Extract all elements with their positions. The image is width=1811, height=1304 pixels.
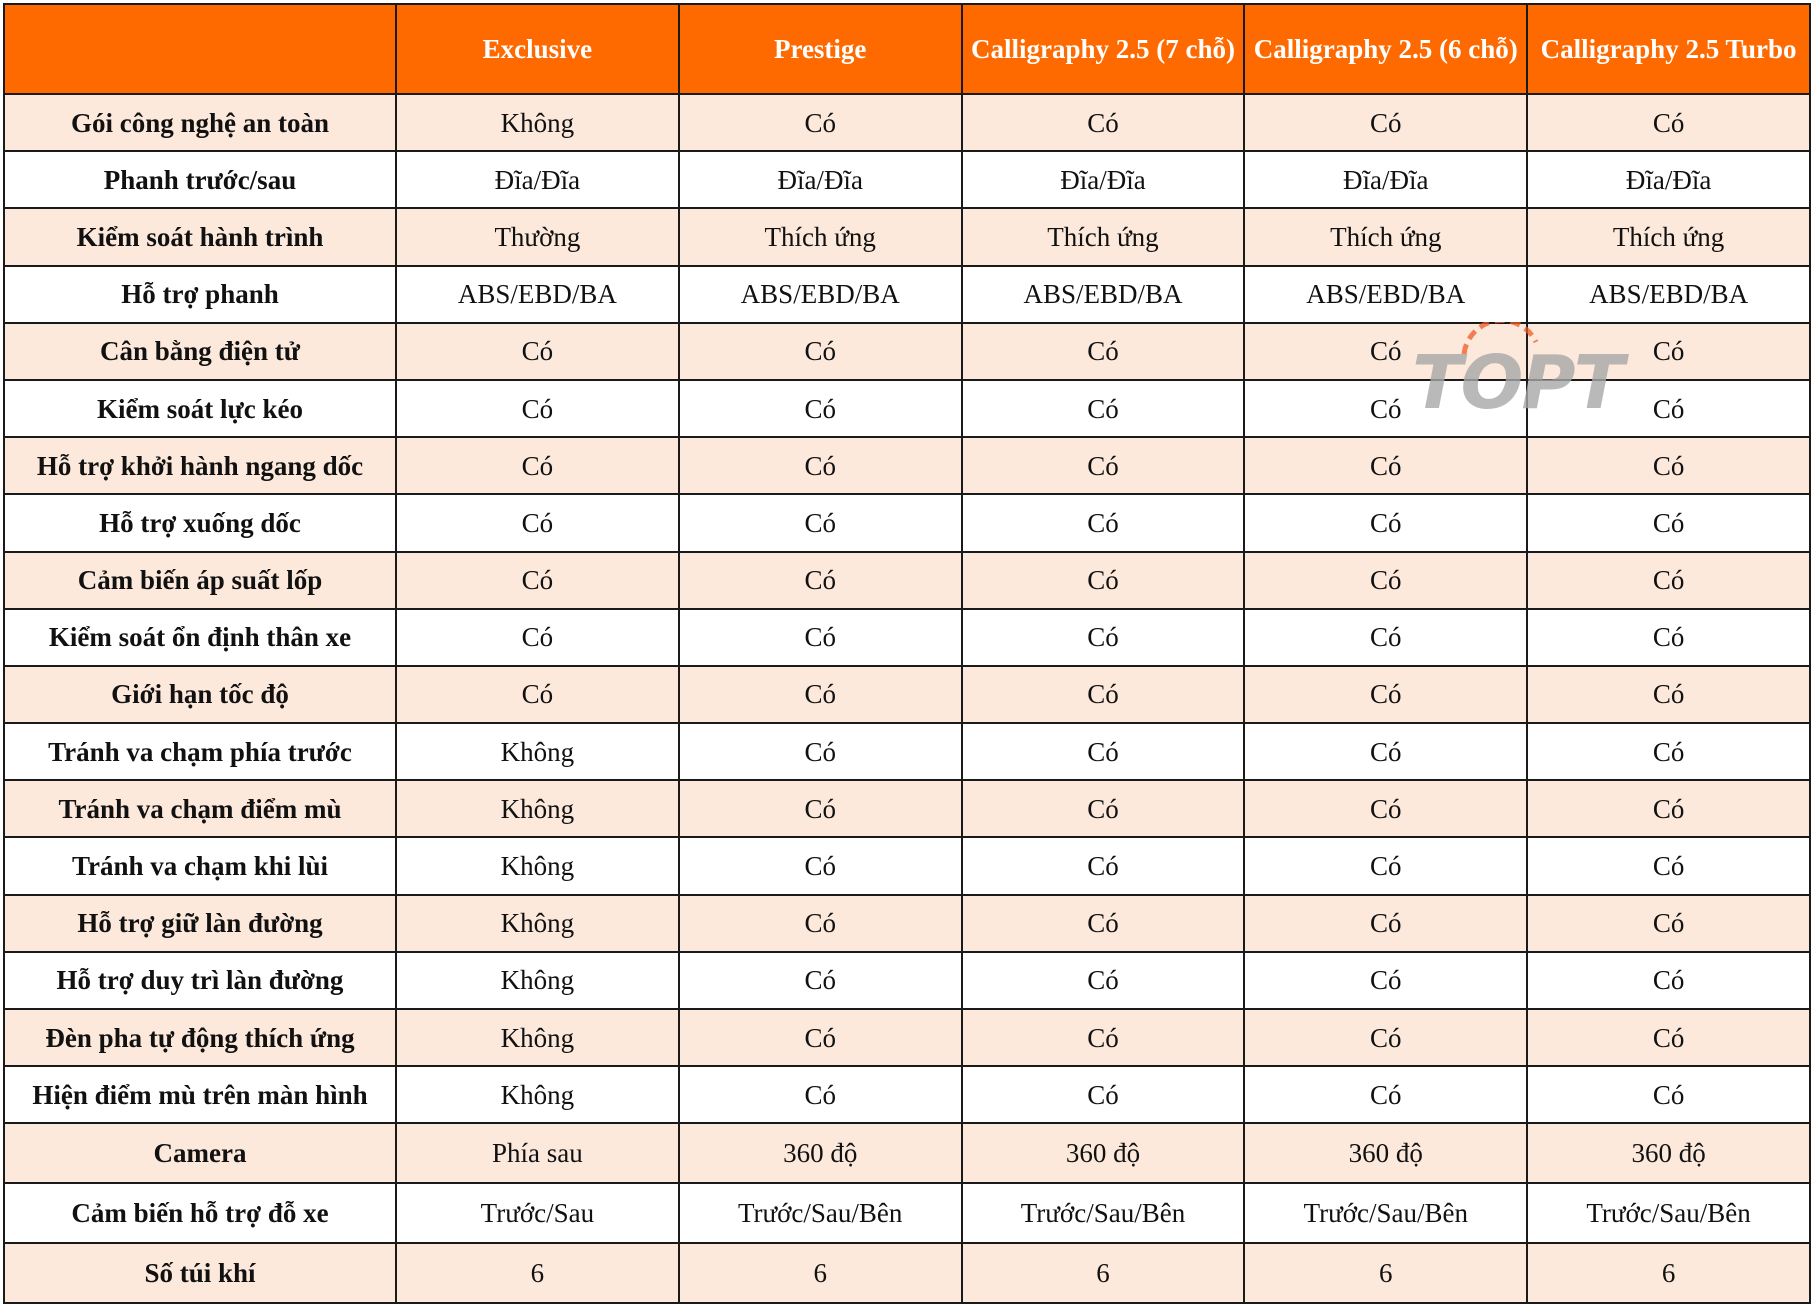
table-cell: 6: [1244, 1243, 1527, 1303]
table-cell: Có: [396, 494, 679, 551]
table-cell: Đĩa/Đĩa: [679, 151, 962, 208]
table-cell: 6: [962, 1243, 1245, 1303]
table-cell: Trước/Sau/Bên: [962, 1183, 1245, 1243]
table-row: [4, 380, 1810, 437]
table-row: [4, 151, 1810, 208]
table-cell: ABS/EBD/BA: [396, 266, 679, 323]
row-label: Tránh va chạm khi lùi: [4, 837, 396, 894]
table-cell: Có: [1244, 952, 1527, 1009]
table-cell: Có: [1244, 1009, 1527, 1066]
table-cell: Đĩa/Đĩa: [1527, 151, 1810, 208]
table-cell: Có: [1527, 780, 1810, 837]
table-cell: Không: [396, 723, 679, 780]
table-cell: Có: [679, 437, 962, 494]
row-label: Đèn pha tự động thích ứng: [4, 1009, 396, 1066]
table-cell: 6: [679, 1243, 962, 1303]
table-cell: 6: [396, 1243, 679, 1303]
table-cell: Có: [1244, 552, 1527, 609]
table-cell: Có: [1244, 380, 1527, 437]
table-cell: Có: [962, 895, 1245, 952]
table-cell: Trước/Sau/Bên: [1527, 1183, 1810, 1243]
table-cell: Thích ứng: [1244, 208, 1527, 265]
table-cell: Có: [1527, 952, 1810, 1009]
table-cell: Có: [679, 666, 962, 723]
table-cell: Không: [396, 780, 679, 837]
row-label: Hiện điểm mù trên màn hình: [4, 1066, 396, 1123]
table-row: [4, 94, 1810, 151]
table-cell: 360 độ: [962, 1123, 1245, 1183]
table-cell: 360 độ: [1527, 1123, 1810, 1183]
table-row: [4, 494, 1810, 551]
table-cell: Có: [396, 437, 679, 494]
table-cell: Phía sau: [396, 1123, 679, 1183]
table-cell: ABS/EBD/BA: [1244, 266, 1527, 323]
table-cell: Có: [1527, 666, 1810, 723]
table-cell: ABS/EBD/BA: [679, 266, 962, 323]
row-label: Tránh va chạm điểm mù: [4, 780, 396, 837]
table-cell: Có: [679, 895, 962, 952]
table-cell: Có: [962, 323, 1245, 380]
row-label: Hỗ trợ duy trì làn đường: [4, 952, 396, 1009]
table-cell: Có: [679, 552, 962, 609]
table-cell: Có: [679, 380, 962, 437]
row-label: Kiểm soát hành trình: [4, 208, 396, 265]
table-cell: Không: [396, 1066, 679, 1123]
row-label: Kiểm soát lực kéo: [4, 380, 396, 437]
table-body: [4, 94, 1810, 1303]
table-cell: Có: [396, 323, 679, 380]
table-cell: 360 độ: [1244, 1123, 1527, 1183]
header-corner-cell: [4, 4, 396, 94]
table-cell: Có: [396, 666, 679, 723]
row-label: Giới hạn tốc độ: [4, 666, 396, 723]
table-cell: ABS/EBD/BA: [1527, 266, 1810, 323]
row-label: Phanh trước/sau: [4, 151, 396, 208]
table-row: [4, 208, 1810, 265]
table-cell: Có: [679, 1066, 962, 1123]
row-label: Hỗ trợ khởi hành ngang dốc: [4, 437, 396, 494]
table-cell: Có: [1527, 94, 1810, 151]
spec-comparison-table: [3, 3, 1811, 1304]
table-cell: Có: [1527, 552, 1810, 609]
table-cell: Có: [1244, 1066, 1527, 1123]
table-row: [4, 1009, 1810, 1066]
table-row: [4, 1243, 1810, 1303]
table-cell: Trước/Sau: [396, 1183, 679, 1243]
table-row: [4, 609, 1810, 666]
table-cell: Có: [1244, 323, 1527, 380]
watermark-text: TOPT: [1412, 340, 1623, 422]
table-cell: Có: [1244, 895, 1527, 952]
table-cell: Có: [962, 94, 1245, 151]
row-label: Kiểm soát ổn định thân xe: [4, 609, 396, 666]
column-header-4: Calligraphy 2.5 (6 chỗ): [1244, 4, 1527, 94]
table-cell: Có: [962, 609, 1245, 666]
table-cell: Có: [962, 1009, 1245, 1066]
row-label: Tránh va chạm phía trước: [4, 723, 396, 780]
table-row: [4, 895, 1810, 952]
table-cell: Có: [679, 837, 962, 894]
table-cell: Có: [679, 94, 962, 151]
table-cell: Đĩa/Đĩa: [962, 151, 1245, 208]
column-header-5: Calligraphy 2.5 Turbo: [1527, 4, 1810, 94]
table-cell: 360 độ: [679, 1123, 962, 1183]
row-label: Cảm biến áp suất lốp: [4, 552, 396, 609]
table-cell: Có: [679, 952, 962, 1009]
table-cell: Không: [396, 94, 679, 151]
table-cell: Không: [396, 837, 679, 894]
table-cell: Không: [396, 952, 679, 1009]
table-cell: Có: [396, 552, 679, 609]
table-cell: Có: [679, 494, 962, 551]
table-row: [4, 837, 1810, 894]
table-cell: Có: [1244, 494, 1527, 551]
table-cell: Có: [1244, 94, 1527, 151]
table-cell: Thích ứng: [1527, 208, 1810, 265]
table-cell: Có: [962, 666, 1245, 723]
row-label: Hỗ trợ phanh: [4, 266, 396, 323]
table-cell: Có: [679, 723, 962, 780]
table-cell: Có: [962, 380, 1245, 437]
table-cell: Có: [1244, 837, 1527, 894]
table-cell: Thích ứng: [962, 208, 1245, 265]
table-cell: 6: [1527, 1243, 1810, 1303]
table-cell: Có: [1244, 609, 1527, 666]
table-row: [4, 723, 1810, 780]
table-cell: Có: [962, 494, 1245, 551]
table-row: [4, 1183, 1810, 1243]
table-cell: Có: [1527, 1009, 1810, 1066]
table-cell: Có: [1527, 609, 1810, 666]
row-label: Số túi khí: [4, 1243, 396, 1303]
table-cell: Có: [962, 780, 1245, 837]
table-cell: Có: [679, 780, 962, 837]
table-cell: Có: [1527, 494, 1810, 551]
table-row: [4, 437, 1810, 494]
column-header-3: Calligraphy 2.5 (7 chỗ): [962, 4, 1245, 94]
table-cell: Trước/Sau/Bên: [1244, 1183, 1527, 1243]
table-row: [4, 780, 1810, 837]
table-cell: Có: [962, 552, 1245, 609]
table-cell: Có: [1527, 837, 1810, 894]
row-label: Gói công nghệ an toàn: [4, 94, 396, 151]
table-row: [4, 323, 1810, 380]
table-cell: Đĩa/Đĩa: [396, 151, 679, 208]
row-label: Cân bằng điện tử: [4, 323, 396, 380]
row-label: Cảm biến hỗ trợ đỗ xe: [4, 1183, 396, 1243]
column-header-2: Prestige: [679, 4, 962, 94]
column-header-1: Exclusive: [396, 4, 679, 94]
row-label: Hỗ trợ giữ làn đường: [4, 895, 396, 952]
table-cell: ABS/EBD/BA: [962, 266, 1245, 323]
table-cell: Có: [679, 609, 962, 666]
table-row: [4, 1123, 1810, 1183]
table-cell: Có: [1527, 723, 1810, 780]
table-row: [4, 1066, 1810, 1123]
table-cell: Có: [1527, 437, 1810, 494]
table-cell: Có: [1244, 437, 1527, 494]
table-cell: Có: [1527, 1066, 1810, 1123]
table-cell: Có: [1244, 780, 1527, 837]
table-cell: Có: [962, 837, 1245, 894]
table-cell: Không: [396, 895, 679, 952]
table-row: [4, 666, 1810, 723]
table-cell: Không: [396, 1009, 679, 1066]
table-cell: Đĩa/Đĩa: [1244, 151, 1527, 208]
table-cell: Có: [1527, 895, 1810, 952]
table-cell: Có: [679, 1009, 962, 1066]
table-cell: Thích ứng: [679, 208, 962, 265]
table-row: [4, 552, 1810, 609]
row-label: Hỗ trợ xuống dốc: [4, 494, 396, 551]
table-cell: Có: [1244, 723, 1527, 780]
table-cell: Có: [962, 437, 1245, 494]
table-cell: Có: [396, 609, 679, 666]
table-cell: Có: [1527, 380, 1810, 437]
table-cell: Có: [396, 380, 679, 437]
table-cell: Có: [1244, 666, 1527, 723]
table-cell: Trước/Sau/Bên: [679, 1183, 962, 1243]
table-row: [4, 266, 1810, 323]
table-cell: Có: [1527, 323, 1810, 380]
header-row: [4, 4, 1810, 94]
table-cell: Có: [962, 723, 1245, 780]
table-cell: Thường: [396, 208, 679, 265]
table-cell: Có: [962, 1066, 1245, 1123]
row-label: Camera: [4, 1123, 396, 1183]
table-row: [4, 952, 1810, 1009]
table-cell: Có: [679, 323, 962, 380]
table-cell: Có: [962, 952, 1245, 1009]
